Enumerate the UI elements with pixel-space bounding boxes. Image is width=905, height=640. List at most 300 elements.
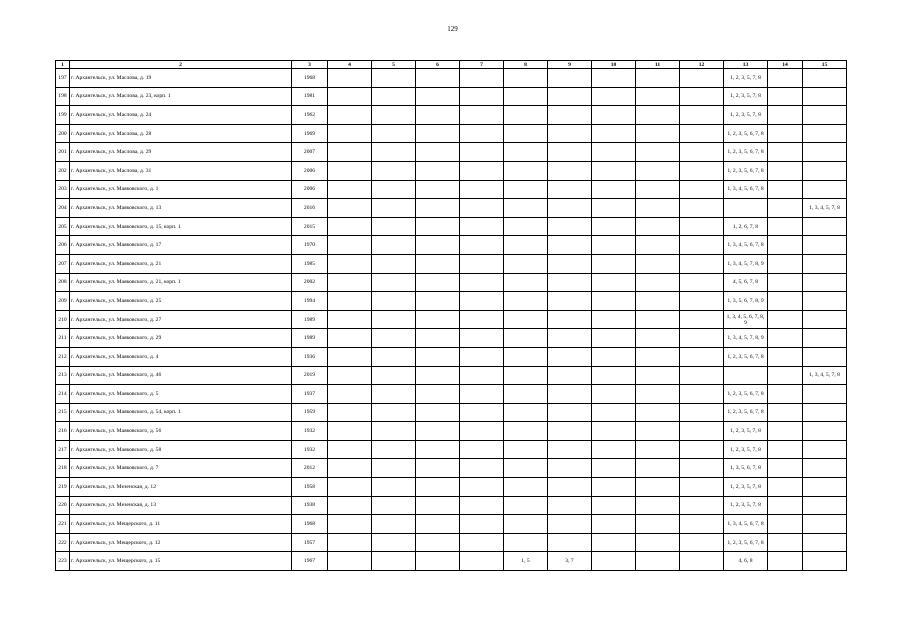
cell-col-6 xyxy=(416,254,460,273)
cell-col-6 xyxy=(416,199,460,218)
cell-col-6 xyxy=(416,478,460,497)
cell-col-7 xyxy=(460,180,504,199)
cell-col-6 xyxy=(416,459,460,478)
cell-col-14 xyxy=(768,143,803,162)
cell-col-13: 1, 3, 4, 5, 7, 8, 9 xyxy=(724,329,768,348)
cell-col-13: 1, 3, 4, 5, 7, 8, 9 xyxy=(724,254,768,273)
column-header-5: 5 xyxy=(372,61,416,69)
cell-col-10 xyxy=(592,161,636,180)
cell-col-4 xyxy=(328,385,372,404)
cell-col-11 xyxy=(636,254,680,273)
cell-col-10 xyxy=(592,459,636,478)
cell-col-15 xyxy=(803,403,847,422)
cell-col-8 xyxy=(504,459,548,478)
column-header-7: 7 xyxy=(460,61,504,69)
cell-col-9 xyxy=(548,254,592,273)
cell-col-5 xyxy=(372,161,416,180)
row-number: 197 xyxy=(56,69,70,88)
cell-col-11 xyxy=(636,403,680,422)
cell-col-9 xyxy=(548,143,592,162)
column-header-15: 15 xyxy=(803,61,847,69)
cell-col-12 xyxy=(680,422,724,441)
cell-col-11 xyxy=(636,440,680,459)
cell-col-4 xyxy=(328,515,372,534)
address-cell: г. Архангельск, ул. Маяковского, д. 21 xyxy=(70,254,292,273)
year-cell: 2007 xyxy=(292,143,328,162)
cell-col-11 xyxy=(636,422,680,441)
address-cell: г. Архангельск, ул. Мезенская, д. 12 xyxy=(70,478,292,497)
cell-col-8 xyxy=(504,329,548,348)
cell-col-13: 1, 3, 5, 6, 7, 8, 9 xyxy=(724,292,768,311)
cell-col-15 xyxy=(803,87,847,106)
cell-col-5 xyxy=(372,124,416,143)
cell-col-12 xyxy=(680,143,724,162)
cell-col-7 xyxy=(460,273,504,292)
year-cell: 2012 xyxy=(292,459,328,478)
cell-col-7 xyxy=(460,124,504,143)
cell-col-14 xyxy=(768,236,803,255)
cell-col-12 xyxy=(680,515,724,534)
year-cell: 2006 xyxy=(292,180,328,199)
year-cell: 1938 xyxy=(292,496,328,515)
cell-col-11 xyxy=(636,87,680,106)
cell-col-4 xyxy=(328,366,372,385)
address-cell: г. Архангельск, ул. Маслова, д. 31 xyxy=(70,161,292,180)
cell-col-13: 1, 2, 3, 5, 7, 8 xyxy=(724,69,768,88)
cell-col-7 xyxy=(460,161,504,180)
cell-col-5 xyxy=(372,143,416,162)
cell-col-15 xyxy=(803,329,847,348)
cell-col-15 xyxy=(803,385,847,404)
cell-col-9 xyxy=(548,161,592,180)
cell-col-8 xyxy=(504,199,548,218)
year-cell: 1936 xyxy=(292,347,328,366)
row-number: 220 xyxy=(56,496,70,515)
cell-col-14 xyxy=(768,403,803,422)
cell-col-12 xyxy=(680,106,724,125)
cell-col-7 xyxy=(460,106,504,125)
row-number: 210 xyxy=(56,310,70,329)
cell-col-5 xyxy=(372,310,416,329)
cell-col-9 xyxy=(548,236,592,255)
cell-col-4 xyxy=(328,143,372,162)
year-cell: 1958 xyxy=(292,478,328,497)
cell-col-11 xyxy=(636,552,680,571)
table-row xyxy=(56,422,847,441)
cell-col-13: 1, 2, 3, 5, 6, 7, 8 xyxy=(724,161,768,180)
cell-col-5 xyxy=(372,385,416,404)
cell-col-8 xyxy=(504,496,548,515)
cell-col-5 xyxy=(372,273,416,292)
cell-col-14 xyxy=(768,106,803,125)
cell-col-14 xyxy=(768,87,803,106)
cell-col-11 xyxy=(636,478,680,497)
column-header-12: 12 xyxy=(680,61,724,69)
cell-col-6 xyxy=(416,87,460,106)
cell-col-5 xyxy=(372,217,416,236)
cell-col-7 xyxy=(460,496,504,515)
address-cell: г. Архангельск, ул. Маслова, д. 24 xyxy=(70,106,292,125)
cell-col-6 xyxy=(416,292,460,311)
address-cell: г. Архангельск, ул. Маяковского, д. 56 xyxy=(70,422,292,441)
cell-col-5 xyxy=(372,236,416,255)
cell-col-12 xyxy=(680,385,724,404)
cell-col-4 xyxy=(328,478,372,497)
address-cell: г. Архангельск, ул. Маяковского, д. 58 xyxy=(70,440,292,459)
address-cell: г. Архангельск, ул. Маяковского, д. 21, корп. 1 xyxy=(70,273,292,292)
row-number: 213 xyxy=(56,366,70,385)
cell-col-14 xyxy=(768,273,803,292)
cell-col-4 xyxy=(328,217,372,236)
table-row xyxy=(56,199,847,218)
cell-col-13: 1, 2, 3, 5, 7, 8 xyxy=(724,87,768,106)
address-cell: г. Архангельск, ул. Мезенская, д. 13 xyxy=(70,496,292,515)
address-cell: г. Архангельск, ул. Маслова, д. 23, корп. 1 xyxy=(70,87,292,106)
register-table xyxy=(55,60,847,571)
cell-col-4 xyxy=(328,422,372,441)
cell-col-14 xyxy=(768,292,803,311)
column-header-13: 13 xyxy=(724,61,768,69)
cell-col-7 xyxy=(460,143,504,162)
column-header-4: 4 xyxy=(328,61,372,69)
table-row xyxy=(56,459,847,478)
cell-col-6 xyxy=(416,217,460,236)
cell-col-8 xyxy=(504,273,548,292)
address-cell: г. Архангельск, ул. Маяковского, д. 25 xyxy=(70,292,292,311)
table-row xyxy=(56,87,847,106)
year-cell: 2002 xyxy=(292,273,328,292)
cell-col-11 xyxy=(636,329,680,348)
cell-col-14 xyxy=(768,199,803,218)
cell-col-15 xyxy=(803,552,847,571)
address-cell: г. Архангельск, ул. Маяковского, д. 4 xyxy=(70,347,292,366)
cell-col-11 xyxy=(636,217,680,236)
table-row xyxy=(56,124,847,143)
address-cell: г. Архангельск, ул. Маяковского, д. 5 xyxy=(70,385,292,404)
cell-col-10 xyxy=(592,180,636,199)
column-header-10: 10 xyxy=(592,61,636,69)
cell-col-8 xyxy=(504,161,548,180)
cell-col-13: 1, 3, 4, 5, 6, 7, 8 xyxy=(724,180,768,199)
cell-col-12 xyxy=(680,329,724,348)
address-cell: г. Архангельск, ул. Маяковского, д. 7 xyxy=(70,459,292,478)
cell-col-14 xyxy=(768,217,803,236)
cell-col-5 xyxy=(372,478,416,497)
cell-col-12 xyxy=(680,217,724,236)
cell-col-11 xyxy=(636,533,680,552)
cell-col-6 xyxy=(416,533,460,552)
cell-col-13: 1, 3, 4, 5, 6, 7, 8 xyxy=(724,515,768,534)
cell-col-10 xyxy=(592,329,636,348)
cell-col-9 xyxy=(548,422,592,441)
cell-col-13: 1, 3, 4, 5, 6, 7, 8 xyxy=(724,236,768,255)
cell-col-9 xyxy=(548,124,592,143)
cell-col-13: 1, 2, 3, 5, 7, 8 xyxy=(724,106,768,125)
cell-col-4 xyxy=(328,180,372,199)
cell-col-11 xyxy=(636,347,680,366)
cell-col-5 xyxy=(372,496,416,515)
cell-col-10 xyxy=(592,366,636,385)
cell-col-9 xyxy=(548,366,592,385)
cell-col-13: 1, 2, 3, 5, 6, 7, 8 xyxy=(724,143,768,162)
address-cell: г. Архангельск, ул. Маслова, д. 28 xyxy=(70,124,292,143)
table-row xyxy=(56,106,847,125)
cell-col-9 xyxy=(548,515,592,534)
cell-col-11 xyxy=(636,515,680,534)
column-header-2: 2 xyxy=(70,61,292,69)
cell-col-7 xyxy=(460,440,504,459)
cell-col-5 xyxy=(372,347,416,366)
cell-col-5 xyxy=(372,459,416,478)
cell-col-9 xyxy=(548,403,592,422)
cell-col-14 xyxy=(768,440,803,459)
cell-col-14 xyxy=(768,366,803,385)
row-number: 222 xyxy=(56,533,70,552)
address-cell: г. Архангельск, ул. Мещерского, д. 11 xyxy=(70,515,292,534)
cell-col-12 xyxy=(680,347,724,366)
cell-col-14 xyxy=(768,124,803,143)
cell-col-7 xyxy=(460,329,504,348)
cell-col-5 xyxy=(372,292,416,311)
cell-col-10 xyxy=(592,385,636,404)
cell-col-11 xyxy=(636,180,680,199)
table-row xyxy=(56,254,847,273)
cell-col-12 xyxy=(680,440,724,459)
cell-col-9 xyxy=(548,347,592,366)
cell-col-13: 1, 2, 3, 5, 7, 8 xyxy=(724,440,768,459)
cell-col-7 xyxy=(460,366,504,385)
column-header-8: 8 xyxy=(504,61,548,69)
cell-col-7 xyxy=(460,217,504,236)
row-number: 223 xyxy=(56,552,70,571)
cell-col-12 xyxy=(680,533,724,552)
address-cell: г. Архангельск, ул. Маслова, д. 19 xyxy=(70,69,292,88)
cell-col-11 xyxy=(636,459,680,478)
cell-col-13: 4, 5, 6, 7, 8 xyxy=(724,273,768,292)
cell-col-14 xyxy=(768,496,803,515)
cell-col-4 xyxy=(328,459,372,478)
cell-col-6 xyxy=(416,69,460,88)
row-number: 202 xyxy=(56,161,70,180)
table-row xyxy=(56,496,847,515)
cell-col-8: 1, 5 xyxy=(504,552,548,571)
cell-col-9: 3, 7 xyxy=(548,552,592,571)
cell-col-9 xyxy=(548,310,592,329)
cell-col-9 xyxy=(548,533,592,552)
cell-col-10 xyxy=(592,515,636,534)
cell-col-6 xyxy=(416,180,460,199)
cell-col-12 xyxy=(680,366,724,385)
cell-col-14 xyxy=(768,69,803,88)
cell-col-8 xyxy=(504,478,548,497)
row-number: 219 xyxy=(56,478,70,497)
cell-col-11 xyxy=(636,236,680,255)
cell-col-14 xyxy=(768,254,803,273)
cell-col-10 xyxy=(592,310,636,329)
cell-col-14 xyxy=(768,533,803,552)
cell-col-4 xyxy=(328,69,372,88)
cell-col-6 xyxy=(416,496,460,515)
cell-col-5 xyxy=(372,422,416,441)
cell-col-14 xyxy=(768,459,803,478)
address-cell: г. Архангельск, ул. Маяковского, д. 1 xyxy=(70,180,292,199)
cell-col-11 xyxy=(636,106,680,125)
cell-col-10 xyxy=(592,403,636,422)
cell-col-6 xyxy=(416,273,460,292)
cell-col-5 xyxy=(372,552,416,571)
cell-col-11 xyxy=(636,366,680,385)
year-cell: 1967 xyxy=(292,552,328,571)
cell-col-8 xyxy=(504,87,548,106)
cell-col-10 xyxy=(592,496,636,515)
cell-col-15 xyxy=(803,478,847,497)
cell-col-9 xyxy=(548,329,592,348)
cell-col-12 xyxy=(680,478,724,497)
cell-col-15 xyxy=(803,310,847,329)
cell-col-6 xyxy=(416,310,460,329)
cell-col-4 xyxy=(328,403,372,422)
cell-col-13: 1, 2, 3, 5, 6, 7, 8 xyxy=(724,403,768,422)
year-cell: 1959 xyxy=(292,403,328,422)
column-header-1: 1 xyxy=(56,61,70,69)
year-cell: 1970 xyxy=(292,236,328,255)
cell-col-15 xyxy=(803,124,847,143)
table-row xyxy=(56,292,847,311)
cell-col-9 xyxy=(548,385,592,404)
cell-col-7 xyxy=(460,292,504,311)
table-row xyxy=(56,273,847,292)
cell-col-7 xyxy=(460,347,504,366)
cell-col-4 xyxy=(328,106,372,125)
cell-col-8 xyxy=(504,403,548,422)
year-cell: 1962 xyxy=(292,106,328,125)
cell-col-10 xyxy=(592,422,636,441)
row-number: 218 xyxy=(56,459,70,478)
row-number: 207 xyxy=(56,254,70,273)
cell-col-15 xyxy=(803,422,847,441)
cell-col-15 xyxy=(803,440,847,459)
cell-col-11 xyxy=(636,292,680,311)
row-number: 215 xyxy=(56,403,70,422)
cell-col-4 xyxy=(328,87,372,106)
address-cell: г. Архангельск, ул. Мещерского, д. 12 xyxy=(70,533,292,552)
table-row xyxy=(56,143,847,162)
table-row xyxy=(56,552,847,571)
cell-col-5 xyxy=(372,329,416,348)
cell-col-9 xyxy=(548,440,592,459)
cell-col-10 xyxy=(592,254,636,273)
cell-col-9 xyxy=(548,199,592,218)
cell-col-12 xyxy=(680,199,724,218)
year-cell: 1932 xyxy=(292,422,328,441)
cell-col-5 xyxy=(372,180,416,199)
year-cell: 1969 xyxy=(292,124,328,143)
cell-col-10 xyxy=(592,273,636,292)
cell-col-8 xyxy=(504,254,548,273)
address-cell: г. Архангельск, ул. Маяковского, д. 29 xyxy=(70,329,292,348)
cell-col-13: 1, 2, 3, 5, 7, 8 xyxy=(724,422,768,441)
cell-col-7 xyxy=(460,478,504,497)
cell-col-15 xyxy=(803,533,847,552)
cell-col-5 xyxy=(372,515,416,534)
cell-col-11 xyxy=(636,199,680,218)
cell-col-7 xyxy=(460,87,504,106)
cell-col-8 xyxy=(504,69,548,88)
cell-col-4 xyxy=(328,292,372,311)
cell-col-7 xyxy=(460,254,504,273)
cell-col-8 xyxy=(504,533,548,552)
cell-col-5 xyxy=(372,254,416,273)
table-row xyxy=(56,217,847,236)
row-number: 204 xyxy=(56,199,70,218)
cell-col-7 xyxy=(460,310,504,329)
row-number: 206 xyxy=(56,236,70,255)
cell-col-9 xyxy=(548,217,592,236)
year-cell: 1968 xyxy=(292,69,328,88)
cell-col-13: 4, 6, 8 xyxy=(724,552,768,571)
cell-col-14 xyxy=(768,552,803,571)
row-number: 209 xyxy=(56,292,70,311)
cell-col-6 xyxy=(416,347,460,366)
cell-col-7 xyxy=(460,422,504,441)
year-cell: 1989 xyxy=(292,310,328,329)
cell-col-13: 1, 3, 4, 5, 6, 7, 8, 9 xyxy=(724,310,768,329)
cell-col-12 xyxy=(680,552,724,571)
cell-col-15: 1, 3, 4, 5, 7, 8 xyxy=(803,199,847,218)
cell-col-4 xyxy=(328,161,372,180)
cell-col-6 xyxy=(416,422,460,441)
cell-col-7 xyxy=(460,515,504,534)
cell-col-11 xyxy=(636,69,680,88)
cell-col-4 xyxy=(328,310,372,329)
cell-col-8 xyxy=(504,124,548,143)
cell-col-14 xyxy=(768,161,803,180)
cell-col-6 xyxy=(416,552,460,571)
cell-col-5 xyxy=(372,533,416,552)
year-cell: 2006 xyxy=(292,161,328,180)
row-number: 212 xyxy=(56,347,70,366)
cell-col-12 xyxy=(680,273,724,292)
address-cell: г. Архангельск, ул. Маяковского, д. 54, корп. 1 xyxy=(70,403,292,422)
cell-col-15 xyxy=(803,180,847,199)
year-cell: 2016 xyxy=(292,199,328,218)
cell-col-4 xyxy=(328,254,372,273)
cell-col-12 xyxy=(680,236,724,255)
cell-col-7 xyxy=(460,552,504,571)
cell-col-8 xyxy=(504,347,548,366)
table-row xyxy=(56,478,847,497)
cell-col-4 xyxy=(328,329,372,348)
cell-col-8 xyxy=(504,440,548,459)
column-header-3: 3 xyxy=(292,61,328,69)
cell-col-11 xyxy=(636,273,680,292)
table-row xyxy=(56,69,847,88)
cell-col-12 xyxy=(680,496,724,515)
cell-col-7 xyxy=(460,69,504,88)
cell-col-13: 1, 2, 3, 5, 7, 8 xyxy=(724,478,768,497)
cell-col-7 xyxy=(460,199,504,218)
cell-col-14 xyxy=(768,478,803,497)
year-cell: 1994 xyxy=(292,292,328,311)
table-row xyxy=(56,533,847,552)
cell-col-8 xyxy=(504,422,548,441)
cell-col-12 xyxy=(680,310,724,329)
cell-col-13: 1, 3, 5, 6, 7, 8 xyxy=(724,459,768,478)
cell-col-14 xyxy=(768,385,803,404)
cell-col-4 xyxy=(328,273,372,292)
cell-col-6 xyxy=(416,236,460,255)
cell-col-10 xyxy=(592,292,636,311)
